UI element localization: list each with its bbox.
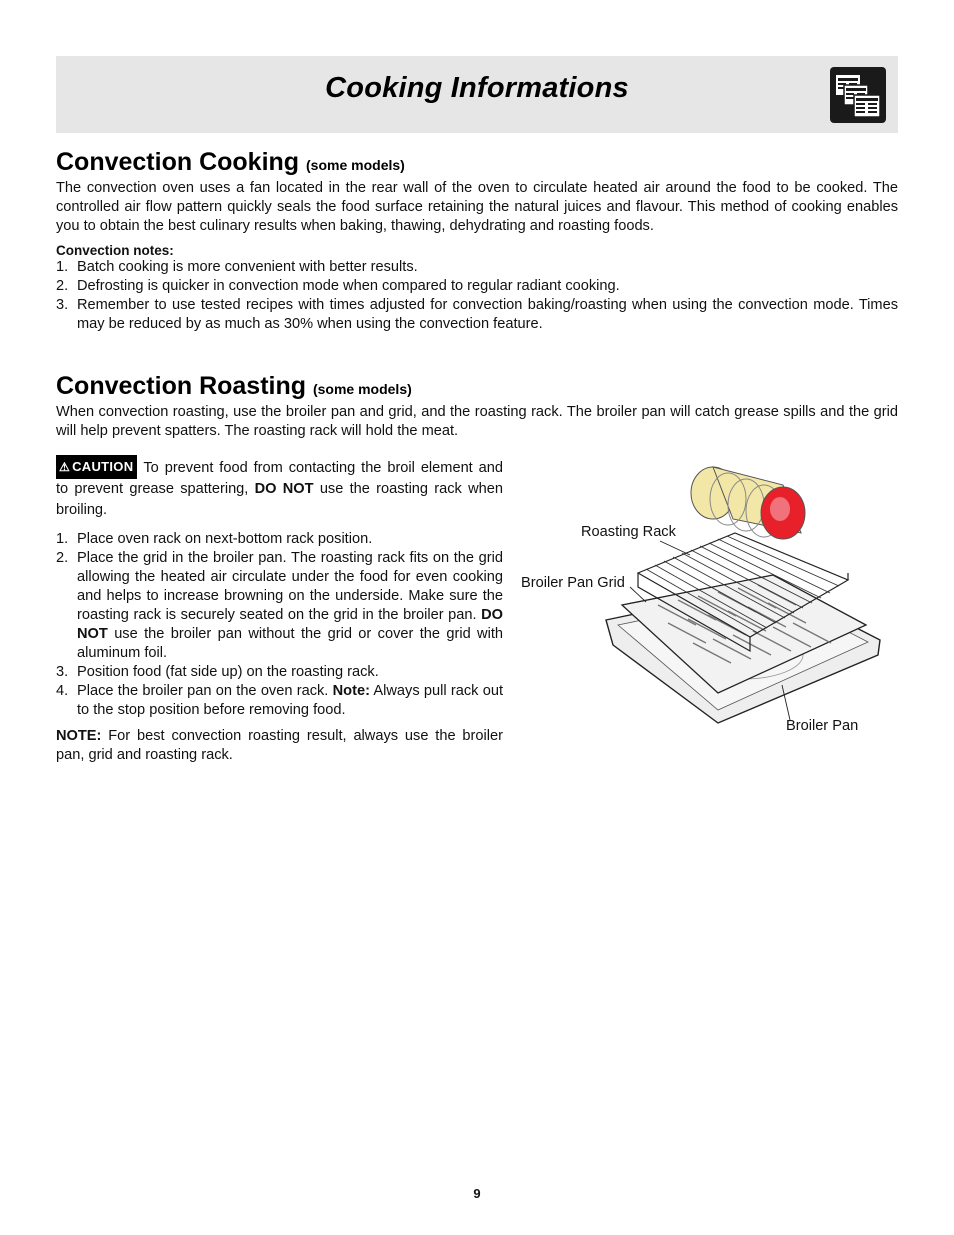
- heading-note: (some models): [312, 381, 412, 397]
- broiler-pan-label: Broiler Pan: [786, 718, 859, 734]
- rack-leader-line: [660, 541, 690, 555]
- final-note: NOTE: For best convection roasting result, always use the broiler pan, grid and roasting rack.: [56, 728, 503, 763]
- roasting-steps-list: [56, 530, 503, 720]
- header-band: [56, 56, 898, 133]
- list-item: 1. Batch cooking is more convenient with better results.: [56, 259, 418, 275]
- convection-cooking-heading: Convection Cooking (some models): [56, 148, 405, 176]
- list-item: 4. Place the broiler pan on the oven rack. Note: Always pull rack out to the stop position before removing food.: [56, 683, 504, 718]
- heading-note: (some models): [306, 157, 405, 173]
- broiler-pan-drawing: [518, 455, 898, 755]
- convection-roasting-section: [56, 372, 898, 441]
- roasting-rack-label: Roasting Rack: [581, 524, 676, 540]
- warning-icon: ⚠: [59, 460, 71, 474]
- roasting-instructions: [56, 455, 503, 765]
- page-number: 9: [473, 1186, 481, 1201]
- broiler-pan-illustration: [518, 455, 898, 755]
- caution-paragraph: ⚠ CAUTION To prevent food from contacting the broil element and to prevent grease spattering, DO NOT use the roasting rack when broiling.: [56, 455, 503, 521]
- roast-meat: [691, 467, 805, 539]
- list-item: 1. Place oven rack on next-bottom rack position.: [56, 531, 373, 547]
- convection-notes-title: Convection notes:: [56, 243, 174, 258]
- list-item: 2. Defrosting is quicker in convection mode when compared to regular radiant cooking.: [56, 278, 620, 294]
- list-item: 2. Place the grid in the broiler pan. The roasting rack fits on the grid allowing the heated air circulate under the food for even cooking and helps to increase browning on the underside. Make sure the roasting rack is securely seated on the grid in the broiler pan. DO NOT use the broiler pan without the grid or cover the grid with aluminum foil.: [56, 550, 504, 661]
- grid-leader-line: [630, 587, 646, 602]
- convection-cooking-section: [56, 148, 898, 334]
- document-pages-icon: [830, 67, 886, 123]
- caution-badge: ⚠ CAUTION: [56, 455, 137, 479]
- list-item: 3. Remember to use tested recipes with times adjusted for convection baking/roasting when using the convection mode. Times may be reduced by as much as 30% when using the convection feature.: [56, 297, 898, 332]
- broiler-pan-grid-label: Broiler Pan Grid: [521, 575, 625, 591]
- convection-roasting-intro: When convection roasting, use the broiler pan and grid, and the roasting rack. The broiler pan will catch grease spills and the grid will help prevent spatters. The roasting rack will hold the meat.: [56, 404, 898, 439]
- convection-notes-list: [56, 258, 898, 334]
- page-title: Cooking Informations: [325, 72, 629, 104]
- convection-roasting-heading: Convection Roasting (some models): [56, 372, 412, 400]
- convection-cooking-intro: The convection oven uses a fan located in the rear wall of the oven to circulate heated air around the food to be cooked. The controlled air flow pattern quickly seals the food surface retaining the natural juices and flavour. This method of cooking enables you to obtain the best culinary results when baking, thawing, dehydrating and roasting foods.: [56, 180, 898, 234]
- list-item: 3. Position food (fat side up) on the roasting rack.: [56, 664, 379, 680]
